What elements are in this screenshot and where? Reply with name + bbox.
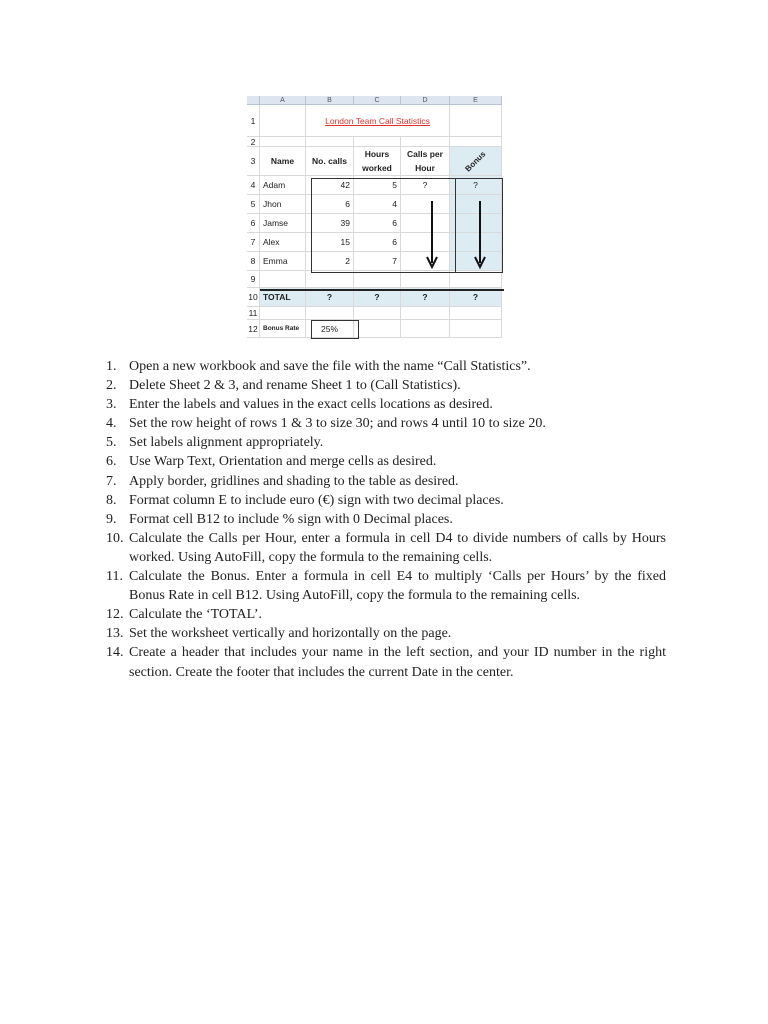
instruction-number: 1. bbox=[106, 359, 117, 374]
instruction-text: Set labels alignment appropriately. bbox=[129, 435, 324, 451]
instruction-item bbox=[106, 643, 666, 681]
instruction-text: Open a new workbook and save the file with the name “Call Statistics”. bbox=[129, 359, 531, 374]
instruction-item bbox=[106, 357, 666, 376]
instruction-text: Calculate the Calls per Hour, enter a formula in cell D4 to divide numbers of calls by Hours worked. Using AutoFill, copy the formula to the remaining cells. bbox=[129, 530, 666, 565]
cell-bonus bbox=[450, 233, 502, 252]
cell-bonus bbox=[450, 195, 502, 214]
cell-name: Alex bbox=[260, 233, 306, 252]
cell-name: Emma bbox=[260, 252, 306, 271]
cell-name: Adam bbox=[260, 176, 306, 195]
header-bonus: Bonus bbox=[463, 149, 488, 173]
spreadsheet-grid bbox=[247, 96, 504, 339]
instruction-text: Set the worksheet vertically and horizontally on the page. bbox=[129, 626, 452, 642]
instruction-text: Calculate the Bonus. Enter a formula in cell E4 to multiply ‘Calls per Hours’ by the fixed Bonus Rate in cell B12. Using AutoFill, copy the formula to the remaining cells. bbox=[129, 569, 666, 604]
cell-e2 bbox=[450, 137, 502, 147]
bonus-rate-value: 25% bbox=[306, 320, 354, 338]
instruction-item bbox=[106, 472, 666, 491]
cell-calls-per-hour bbox=[401, 195, 450, 214]
total-label: TOTAL bbox=[260, 288, 306, 307]
instruction-text: Apply border, gridlines and shading to the table as desired. bbox=[129, 473, 459, 489]
total-hours: ? bbox=[354, 288, 401, 307]
total-calls: ? bbox=[306, 288, 354, 307]
cell-e11 bbox=[450, 307, 502, 320]
cell-e1 bbox=[450, 105, 502, 137]
cell-d2 bbox=[401, 137, 450, 147]
row-number: 8 bbox=[247, 252, 260, 271]
instruction-item bbox=[106, 395, 666, 414]
row-number: 3 bbox=[247, 147, 260, 176]
column-header: D bbox=[401, 96, 450, 105]
cell-a2 bbox=[260, 137, 306, 147]
row-number: 12 bbox=[247, 320, 260, 338]
instruction-text: Format cell B12 to include % sign with 0 Decimal places. bbox=[129, 511, 453, 527]
cell-c12 bbox=[354, 320, 401, 338]
instruction-text: Format column E to include euro (€) sign with two decimal places. bbox=[129, 492, 504, 508]
cell-a1 bbox=[260, 105, 306, 137]
instruction-item bbox=[106, 510, 666, 529]
instruction-number: 11. bbox=[106, 569, 123, 585]
header-hours: Hours worked bbox=[354, 147, 401, 176]
instruction-item bbox=[106, 376, 666, 395]
cell-calls-per-hour: ? bbox=[401, 176, 450, 195]
instruction-number: 10. bbox=[106, 530, 124, 546]
instruction-text: Enter the labels and values in the exact cells locations as desired. bbox=[129, 397, 493, 413]
instruction-number: 13. bbox=[106, 626, 124, 642]
row-number: 5 bbox=[247, 195, 260, 214]
cell-c11 bbox=[354, 307, 401, 320]
spreadsheet-figure bbox=[247, 96, 504, 339]
column-header: B bbox=[306, 96, 354, 105]
total-bonus: ? bbox=[450, 288, 502, 307]
cell-bonus bbox=[450, 214, 502, 233]
header-bonus-cell bbox=[450, 147, 502, 176]
instruction-item bbox=[106, 491, 666, 510]
row-number: 10 bbox=[247, 288, 260, 307]
cell-calls: 2 bbox=[306, 252, 354, 271]
cell-calls: 15 bbox=[306, 233, 354, 252]
row-number: 9 bbox=[247, 271, 260, 288]
cell-calls-per-hour bbox=[401, 252, 450, 271]
cell-bonus: ? bbox=[450, 176, 502, 195]
instruction-item bbox=[106, 414, 666, 433]
column-header: A bbox=[260, 96, 306, 105]
column-header: C bbox=[354, 96, 401, 105]
cell-b9 bbox=[306, 271, 354, 288]
cell-a11 bbox=[260, 307, 306, 320]
select-all-corner bbox=[247, 96, 260, 105]
instruction-number: 5. bbox=[106, 435, 117, 451]
cell-calls-per-hour bbox=[401, 214, 450, 233]
cell-a9 bbox=[260, 271, 306, 288]
header-calls-per-hour: Calls per Hour bbox=[401, 147, 450, 176]
instruction-text: Calculate the ‘TOTAL’. bbox=[129, 607, 263, 623]
instruction-number: 3. bbox=[106, 397, 117, 413]
instruction-number: 9. bbox=[106, 511, 117, 527]
instruction-item bbox=[106, 529, 666, 567]
instruction-number: 14. bbox=[106, 645, 124, 661]
row-number: 6 bbox=[247, 214, 260, 233]
cell-hours: 6 bbox=[354, 233, 401, 252]
cell-b2 bbox=[306, 137, 354, 147]
instruction-number: 7. bbox=[106, 473, 117, 489]
instruction-text: Delete Sheet 2 & 3, and rename Sheet 1 to (Call Statistics). bbox=[129, 378, 461, 394]
column-header: E bbox=[450, 96, 502, 105]
cell-e12 bbox=[450, 320, 502, 338]
cell-hours: 4 bbox=[354, 195, 401, 214]
cell-hours: 6 bbox=[354, 214, 401, 233]
instruction-item bbox=[106, 452, 666, 471]
instruction-item bbox=[106, 605, 666, 624]
bonus-rate-label: Bonus Rate bbox=[260, 320, 306, 338]
instruction-number: 8. bbox=[106, 492, 117, 508]
instruction-text: Set the row height of rows 1 & 3 to size 30; and rows 4 until 10 to size 20. bbox=[129, 416, 546, 432]
header-calls: No. calls bbox=[306, 147, 354, 176]
cell-calls: 42 bbox=[306, 176, 354, 195]
row-number: 4 bbox=[247, 176, 260, 195]
cell-c9 bbox=[354, 271, 401, 288]
row-number: 7 bbox=[247, 233, 260, 252]
sheet-title: London Team Call Statistics bbox=[306, 105, 450, 137]
cell-d11 bbox=[401, 307, 450, 320]
cell-calls: 6 bbox=[306, 195, 354, 214]
cell-name: Jamse bbox=[260, 214, 306, 233]
instruction-number: 4. bbox=[106, 416, 117, 432]
instruction-list bbox=[106, 357, 666, 682]
cell-calls-per-hour bbox=[401, 233, 450, 252]
row-number: 11 bbox=[247, 307, 260, 320]
instruction-number: 12. bbox=[106, 607, 124, 623]
cell-calls: 39 bbox=[306, 214, 354, 233]
cell-name: Jhon bbox=[260, 195, 306, 214]
instruction-item bbox=[106, 624, 666, 643]
cell-d9 bbox=[401, 271, 450, 288]
instruction-item bbox=[106, 567, 666, 605]
instruction-text: Use Warp Text, Orientation and merge cells as desired. bbox=[129, 454, 437, 470]
instruction-number: 6. bbox=[106, 454, 117, 470]
instruction-number: 2. bbox=[106, 378, 117, 394]
row-number: 1 bbox=[247, 105, 260, 137]
cell-c2 bbox=[354, 137, 401, 147]
cell-e9 bbox=[450, 271, 502, 288]
instruction-item bbox=[106, 433, 666, 452]
total-calls-per-hour: ? bbox=[401, 288, 450, 307]
cell-bonus bbox=[450, 252, 502, 271]
row-number: 2 bbox=[247, 137, 260, 147]
header-name: Name bbox=[260, 147, 306, 176]
instruction-text: Create a header that includes your name in the left section, and your ID number in the right section. Create the footer that includes the current Date in the center. bbox=[129, 645, 666, 680]
cell-hours: 7 bbox=[354, 252, 401, 271]
cell-b11 bbox=[306, 307, 354, 320]
cell-d12 bbox=[401, 320, 450, 338]
cell-hours: 5 bbox=[354, 176, 401, 195]
